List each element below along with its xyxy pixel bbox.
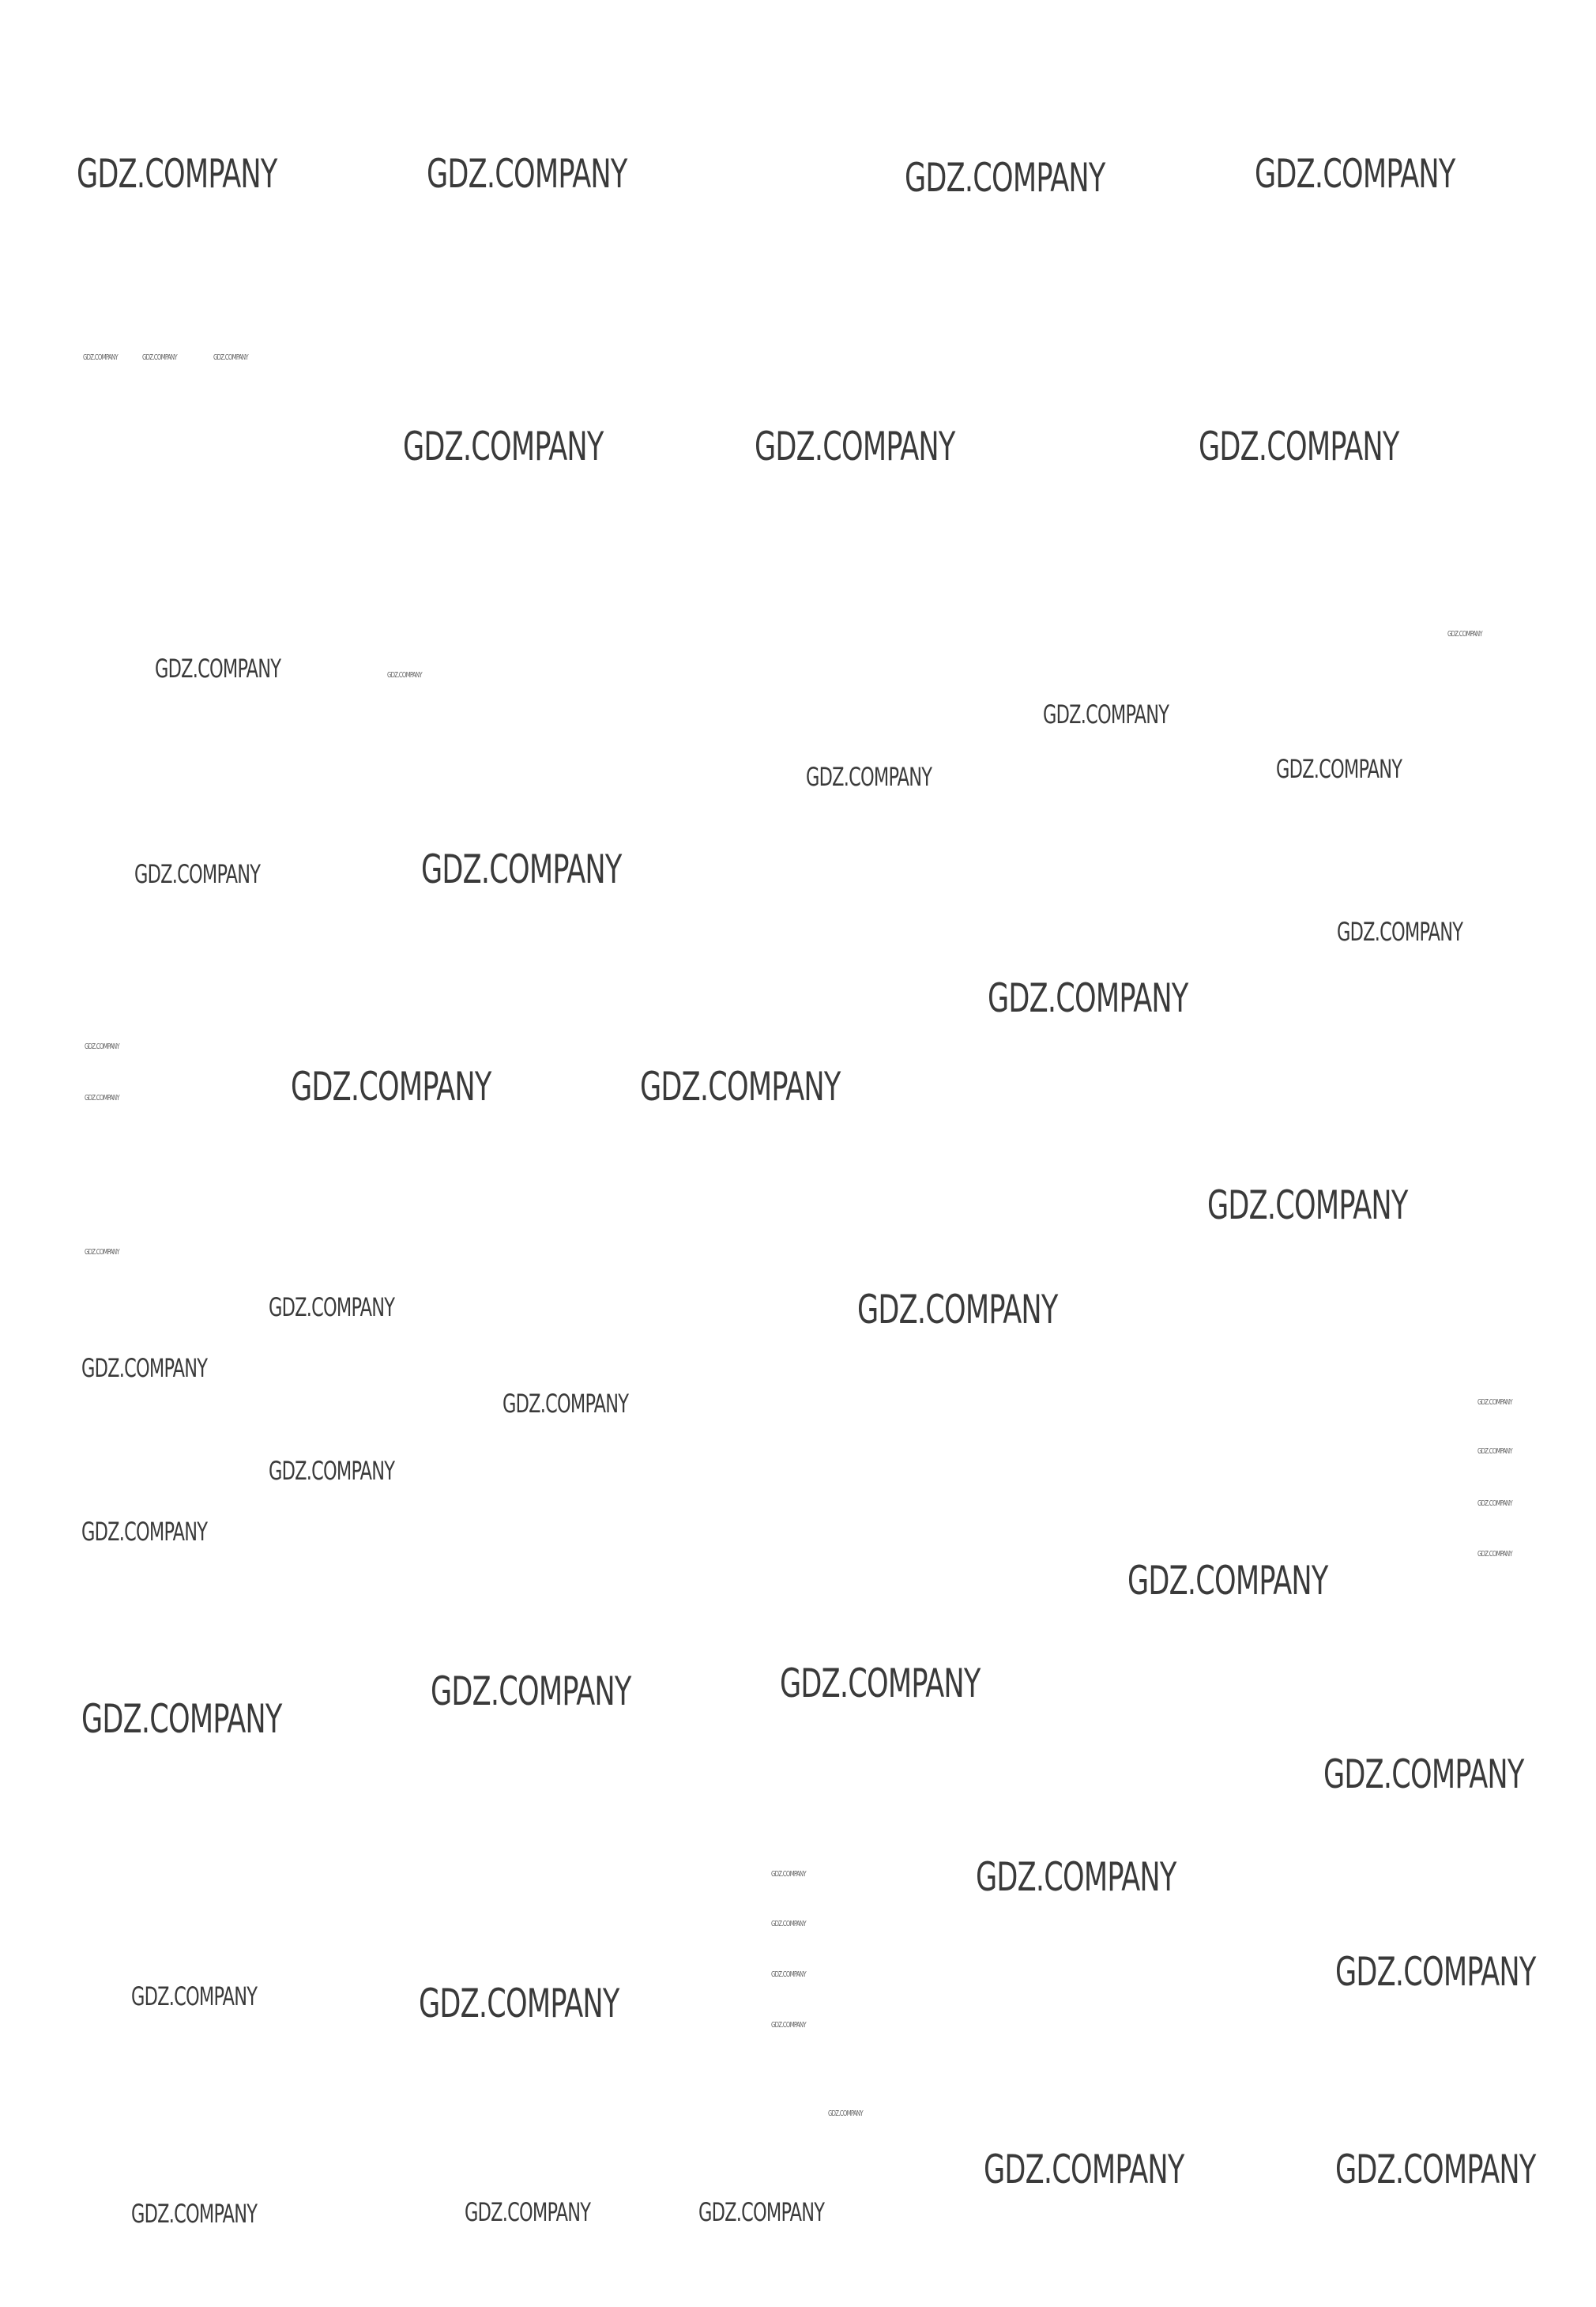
watermark-logo: GDZ.COMPANY <box>503 1389 629 1419</box>
watermark-logo: GDZ.COMPANY <box>1477 1398 1512 1407</box>
watermark-logo: GDZ.COMPANY <box>131 2199 258 2229</box>
watermark-logo: GDZ.COMPANY <box>1207 1182 1408 1228</box>
watermark-logo: GDZ.COMPANY <box>81 1517 208 1547</box>
watermark-logo: GDZ.COMPANY <box>427 151 627 197</box>
watermark-logo: GDZ.COMPANY <box>1043 699 1169 729</box>
watermark-logo: GDZ.COMPANY <box>269 1292 395 1322</box>
watermark-logo: GDZ.COMPANY <box>134 859 261 889</box>
watermark-logo: GDZ.COMPANY <box>1199 424 1399 469</box>
watermark-logo: GDZ.COMPANY <box>984 2147 1184 2192</box>
watermark-logo: GDZ.COMPANY <box>640 1064 841 1110</box>
watermark-logo: GDZ.COMPANY <box>465 2197 591 2227</box>
watermark-logo: GDZ.COMPANY <box>1477 1499 1512 1508</box>
watermark-logo: GDZ.COMPANY <box>403 424 604 469</box>
watermark-logo: GDZ.COMPANY <box>806 762 932 792</box>
watermark-logo: GDZ.COMPANY <box>155 654 281 684</box>
watermark-logo: GDZ.COMPANY <box>976 1854 1176 1900</box>
watermark-logo: GDZ.COMPANY <box>85 1248 119 1257</box>
watermark-logo: GDZ.COMPANY <box>142 353 177 362</box>
watermark-logo: GDZ.COMPANY <box>988 975 1188 1021</box>
watermark-logo: GDZ.COMPANY <box>131 1981 258 2011</box>
watermark-logo: GDZ.COMPANY <box>771 1970 806 1979</box>
watermark-logo: GDZ.COMPANY <box>83 353 118 362</box>
watermark-logo: GDZ.COMPANY <box>1323 1751 1524 1797</box>
watermark-logo: GDZ.COMPANY <box>857 1287 1058 1333</box>
watermark-logo: GDZ.COMPANY <box>1477 1550 1512 1559</box>
watermark-logo: GDZ.COMPANY <box>1276 754 1402 784</box>
watermark-logo: GDZ.COMPANY <box>431 1668 631 1714</box>
watermark-logo: GDZ.COMPANY <box>771 1870 806 1879</box>
watermark-logo: GDZ.COMPANY <box>387 671 422 680</box>
watermark-logo: GDZ.COMPANY <box>1127 1558 1328 1604</box>
watermark-logo: GDZ.COMPANY <box>1255 151 1455 197</box>
watermark-logo: GDZ.COMPANY <box>905 155 1105 201</box>
watermark-logo: GDZ.COMPANY <box>1337 917 1463 947</box>
watermark-logo: GDZ.COMPANY <box>1335 2147 1536 2192</box>
watermark-logo: GDZ.COMPANY <box>419 1981 619 2026</box>
watermark-logo: GDZ.COMPANY <box>85 1042 119 1051</box>
watermark-logo: GDZ.COMPANY <box>1447 630 1482 639</box>
watermark-logo: GDZ.COMPANY <box>698 2197 825 2227</box>
watermark-logo: GDZ.COMPANY <box>771 1920 806 1928</box>
watermark-logo: GDZ.COMPANY <box>269 1456 395 1486</box>
watermark-logo: GDZ.COMPANY <box>85 1094 119 1103</box>
watermark-logo: GDZ.COMPANY <box>771 2021 806 2030</box>
watermark-logo: GDZ.COMPANY <box>77 151 277 197</box>
watermark-logo: GDZ.COMPANY <box>81 1353 208 1383</box>
watermark-logo: GDZ.COMPANY <box>780 1661 981 1706</box>
watermark-logo: GDZ.COMPANY <box>1477 1447 1512 1456</box>
watermark-logo: GDZ.COMPANY <box>421 846 622 892</box>
watermark-logo: GDZ.COMPANY <box>81 1696 282 1742</box>
watermark-logo: GDZ.COMPANY <box>213 353 248 362</box>
watermark-logo: GDZ.COMPANY <box>1335 1949 1536 1995</box>
watermark-logo: GDZ.COMPANY <box>755 424 955 469</box>
watermark-logo: GDZ.COMPANY <box>828 2109 863 2118</box>
watermark-logo: GDZ.COMPANY <box>291 1064 491 1110</box>
